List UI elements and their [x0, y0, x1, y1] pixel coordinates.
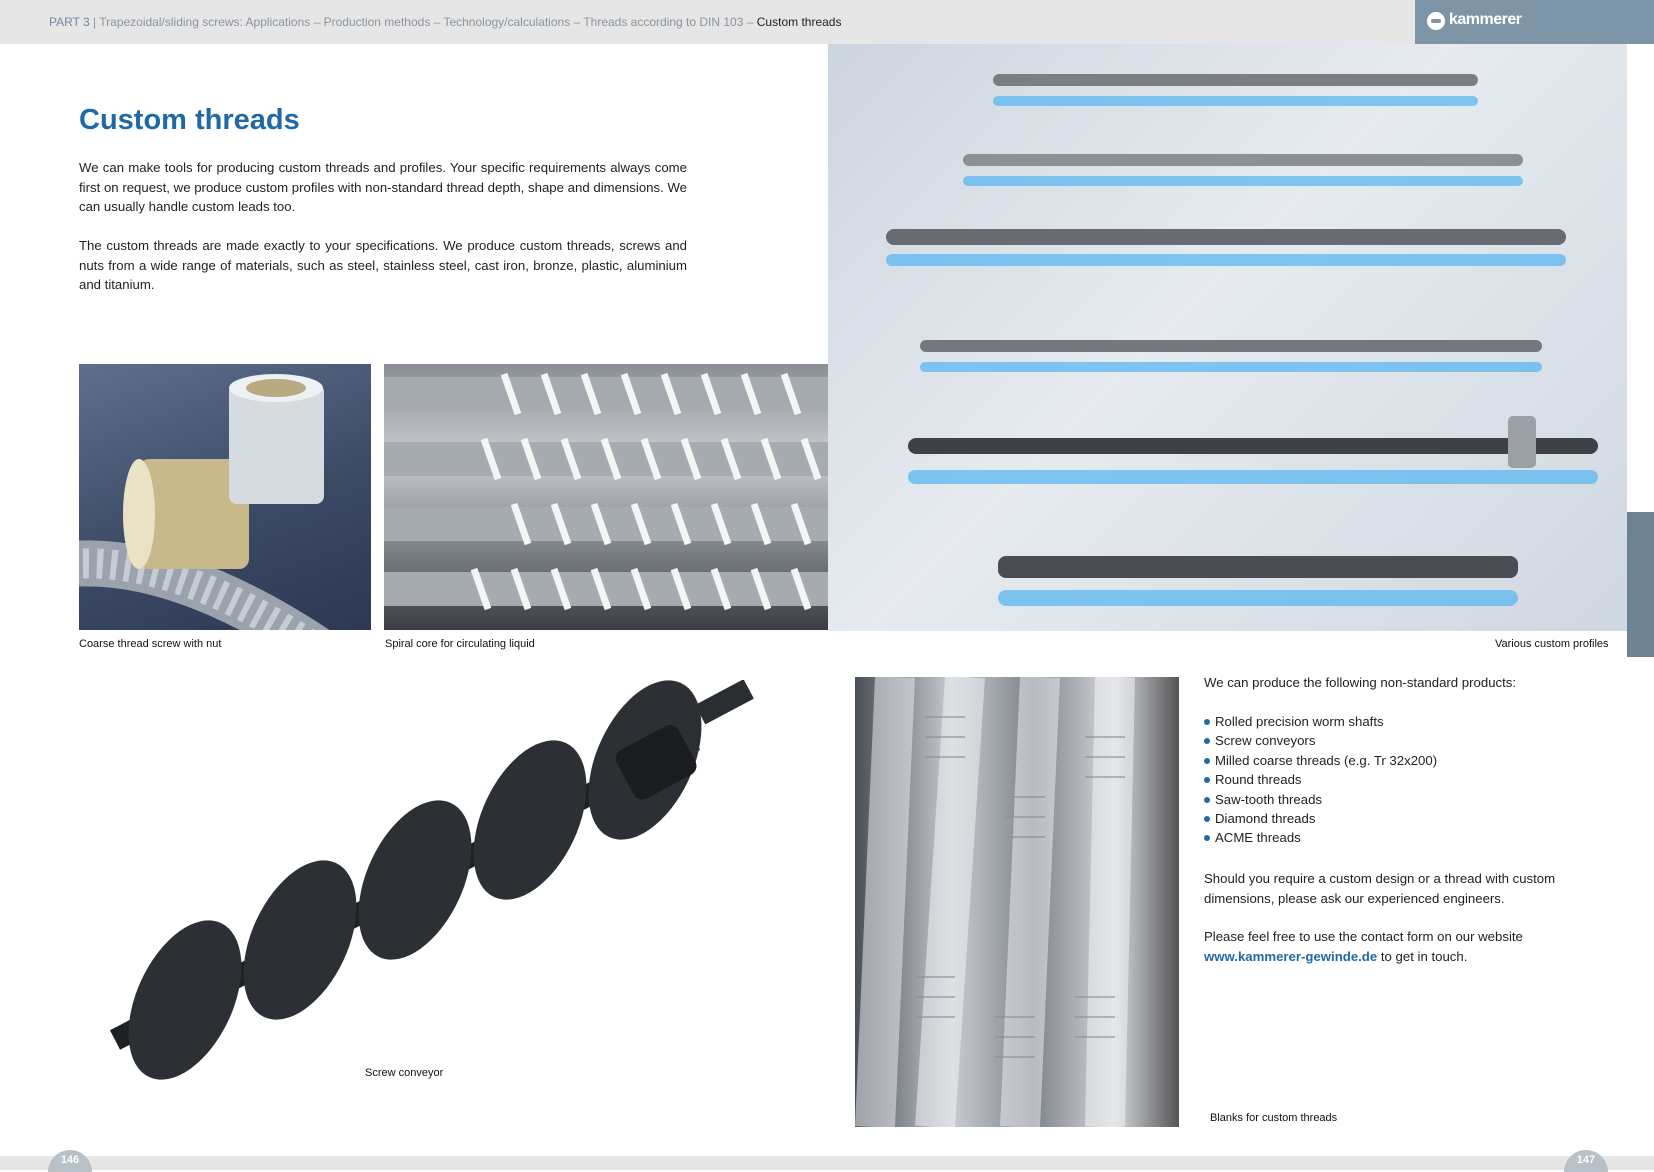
breadcrumb-part: PART 3	[49, 15, 90, 29]
caption-spiral: Spiral core for circulating liquid	[385, 638, 535, 650]
various-profiles-illustration	[828, 44, 1627, 631]
contact-prefix: Please feel free to use the contact form on our website	[1204, 929, 1523, 944]
custom-design-note: Should you require a custom design or a thread with custom dimensions, please ask our experienced engineers.	[1204, 871, 1556, 906]
list-item: ACME threads	[1204, 828, 1437, 847]
brand-name: kammerer	[1449, 11, 1522, 28]
website-link[interactable]: www.kammerer-gewinde.de	[1204, 948, 1378, 964]
intro-paragraph-1: We can make tools for producing custom threads and profiles. Your specific requirements always come first on request, we produce custom profiles with non-standard thread depth, shape and dimensions. We can usually handle custom leads too.	[79, 160, 687, 214]
breadcrumb	[49, 15, 841, 29]
screw-conveyor-illustration	[55, 680, 825, 1130]
photo-blanks	[855, 677, 1179, 1127]
list-item: Screw conveyors	[1204, 731, 1437, 750]
breadcrumb-path: Trapezoidal/sliding screws: Applications – Production methods – Technology/calculations – Threads according to DIN 103 –	[99, 15, 754, 29]
list-item: Saw-tooth threads	[1204, 790, 1437, 809]
products-intro: We can produce the following non-standard products:	[1204, 675, 1517, 690]
coarse-thread-illustration	[79, 364, 371, 630]
list-item: Rolled precision worm shafts	[1204, 712, 1437, 731]
page-title: Custom threads	[79, 104, 300, 136]
caption-various: Various custom profiles	[1495, 638, 1609, 650]
products-list	[1204, 712, 1437, 848]
list-item: Round threads	[1204, 770, 1437, 789]
breadcrumb-separator: |	[93, 15, 100, 29]
blanks-illustration	[855, 677, 1179, 1127]
footer-bar	[0, 1156, 1654, 1170]
list-item: Milled coarse threads (e.g. Tr 32x200)	[1204, 751, 1437, 770]
page-number-left: 146	[48, 1150, 92, 1172]
caption-coarse: Coarse thread screw with nut	[79, 638, 222, 650]
intro-paragraph-2: The custom threads are made exactly to your specifications. We produce custom threads, screws and nuts from a wide range of materials, such as steel, stainless steel, cast iron, bronze, plastic, aluminium and titanium.	[79, 238, 687, 292]
brand-logo-icon	[1427, 12, 1445, 30]
list-item: Diamond threads	[1204, 809, 1437, 828]
photo-various-profiles	[828, 44, 1627, 631]
caption-blanks: Blanks for custom threads	[1210, 1112, 1338, 1124]
page-number-right: 147	[1564, 1150, 1608, 1172]
caption-conveyor: Screw conveyor	[365, 1067, 444, 1079]
photo-coarse-thread-screw	[79, 364, 371, 630]
chapter-tab	[1627, 512, 1654, 657]
photo-spiral-core	[384, 364, 828, 630]
contact-suffix: to get in touch.	[1380, 948, 1468, 964]
breadcrumb-current: Custom threads	[756, 15, 842, 29]
photo-screw-conveyor	[55, 680, 825, 1130]
contact-paragraph	[1204, 927, 1594, 966]
spiral-core-illustration	[384, 364, 828, 630]
